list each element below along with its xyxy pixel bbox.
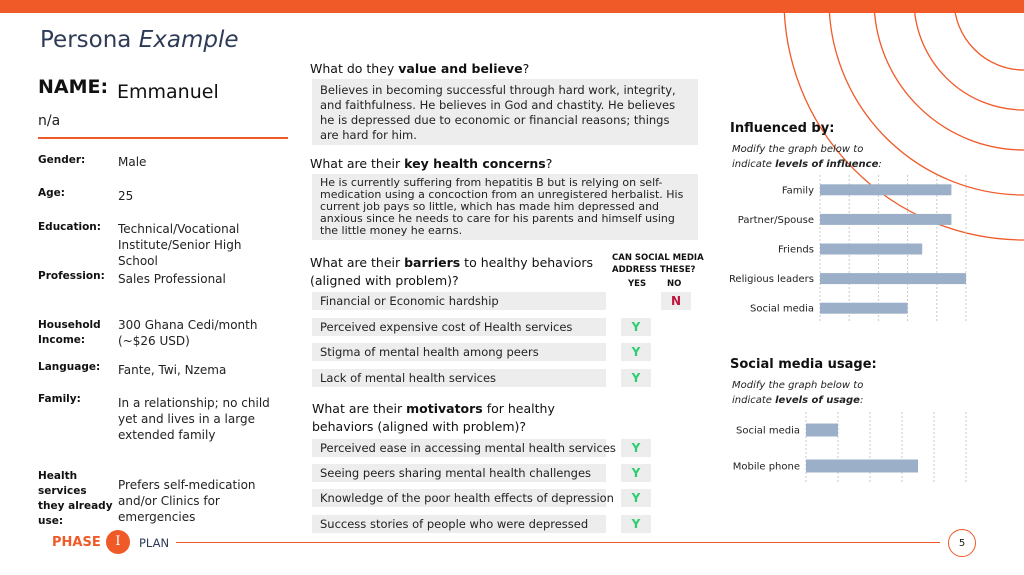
concerns-question-post: ? bbox=[545, 156, 553, 171]
usage-note-bold: levels of usage bbox=[775, 395, 860, 406]
page-number: 5 bbox=[948, 529, 976, 557]
influence-chart-svg bbox=[730, 175, 980, 325]
chart-bar bbox=[820, 303, 908, 314]
motivator-item: Knowledge of the poor health effects of depression bbox=[312, 489, 606, 507]
concerns-text: He is currently suffering from hepatitis B but is relying on self-medication using a concoction from an unregistered herbalist. His current job pays so little, which has made him depressed and anxious since he needs to care for his parents and himself using the little money he earns. bbox=[312, 174, 698, 240]
influence-chart bbox=[730, 175, 980, 329]
motivators-question-pre: What are their bbox=[312, 401, 407, 416]
income-value: 300 Ghana Cedi/month (~$26 USD) bbox=[118, 318, 258, 348]
family-label: Family: bbox=[38, 393, 81, 405]
barriers-question-post: to healthy behaviors (aligned with problem)? bbox=[310, 255, 594, 288]
values-question-pre: What do they bbox=[310, 61, 399, 76]
language-label: Language: bbox=[38, 361, 101, 373]
chart-category-label: Family bbox=[781, 185, 814, 197]
influence-note-pre: indicate bbox=[732, 159, 776, 170]
phase-numeral-badge: I bbox=[106, 530, 130, 554]
name-divider bbox=[38, 137, 288, 139]
usage-heading: Social media usage: bbox=[730, 357, 877, 372]
title-plain: Persona bbox=[40, 27, 139, 53]
gender-value: Male bbox=[118, 155, 147, 169]
motivator-item: Success stories of people who were depressed bbox=[312, 515, 606, 533]
motivator-answer-yes: Y bbox=[621, 439, 651, 457]
usage-note-post: : bbox=[859, 395, 864, 406]
motivator-answer-yes: Y bbox=[621, 489, 651, 507]
values-question bbox=[310, 60, 529, 78]
profession-label: Profession: bbox=[38, 270, 105, 282]
motivators-question bbox=[312, 400, 562, 436]
chart-bar bbox=[820, 214, 951, 225]
barrier-item: Lack of mental health services bbox=[312, 369, 606, 387]
age-label: Age: bbox=[38, 187, 65, 199]
phase-label: PHASE bbox=[52, 535, 101, 550]
usage-note bbox=[732, 378, 863, 408]
footer-divider bbox=[176, 542, 940, 543]
influence-note-line1: Modify the graph below to bbox=[732, 144, 864, 155]
name-value: Emmanuel bbox=[117, 81, 219, 103]
motivators-question-bold: motivators bbox=[406, 401, 483, 416]
motivator-answer-yes: Y bbox=[621, 515, 651, 533]
chart-category-label: Religious leaders bbox=[730, 274, 814, 286]
motivator-answer-yes: Y bbox=[621, 464, 651, 482]
influence-note-line2 bbox=[732, 157, 882, 172]
barriers-question-pre: What are their bbox=[310, 255, 405, 270]
family-value: In a relationship; no child yet and lives in a large extended family bbox=[118, 396, 270, 442]
barrier-item: Perceived expensive cost of Health services bbox=[312, 318, 606, 336]
sm-header-line2: ADDRESS THESE? bbox=[612, 265, 696, 275]
health-services-value: Prefers self-medication and/or Clinics for emergencies bbox=[118, 478, 256, 524]
barrier-item: Stigma of mental health among peers bbox=[312, 343, 606, 361]
name-subtitle: n/a bbox=[38, 113, 61, 129]
chart-bar bbox=[820, 273, 966, 284]
barrier-answer-yes: Y bbox=[621, 343, 651, 361]
chart-category-label: Friends bbox=[778, 244, 814, 256]
chart-category-label: Mobile phone bbox=[732, 461, 800, 473]
chart-bar bbox=[820, 244, 922, 255]
page-title bbox=[40, 27, 239, 53]
age-value: 25 bbox=[118, 189, 134, 203]
influence-note-bold: levels of influence bbox=[775, 159, 879, 170]
plan-label: PLAN bbox=[139, 536, 170, 550]
motivator-item: Perceived ease in accessing mental health services bbox=[312, 439, 606, 457]
usage-chart bbox=[730, 412, 980, 516]
gender-label: Gender: bbox=[38, 154, 86, 166]
usage-note-line1: Modify the graph below to bbox=[732, 380, 864, 391]
barrier-item: Financial or Economic hardship bbox=[312, 292, 606, 310]
usage-chart-svg bbox=[730, 412, 980, 512]
concerns-question-bold: key health concerns bbox=[404, 156, 546, 171]
values-question-post: ? bbox=[522, 61, 530, 76]
motivator-item: Seeing peers sharing mental health challenges bbox=[312, 464, 606, 482]
barriers-question bbox=[310, 254, 600, 290]
values-question-bold: value and believe bbox=[398, 61, 523, 76]
no-column-header: NO bbox=[667, 279, 682, 289]
chart-bar bbox=[806, 424, 838, 437]
profession-value: Sales Professional bbox=[118, 272, 226, 286]
influence-note bbox=[732, 142, 882, 172]
barriers-question-bold: barriers bbox=[404, 255, 461, 270]
motivators-question-post: for healthy behaviors (aligned with problem)? bbox=[312, 401, 555, 434]
social-media-address-header bbox=[612, 252, 704, 276]
usage-note-line2 bbox=[732, 393, 863, 408]
chart-category-label: Partner/Spouse bbox=[737, 214, 814, 226]
influence-heading: Influenced by: bbox=[730, 121, 835, 136]
education-label: Education: bbox=[38, 221, 101, 233]
usage-note-pre: indicate bbox=[732, 395, 776, 406]
income-label: Household Income: bbox=[38, 319, 101, 346]
influence-note-post: : bbox=[878, 159, 882, 170]
yes-column-header: YES bbox=[628, 279, 647, 289]
chart-bar bbox=[820, 184, 951, 195]
education-value: Technical/Vocational Institute/Senior High School bbox=[118, 222, 242, 268]
title-italic: Example bbox=[138, 27, 239, 53]
concerns-question bbox=[310, 155, 552, 173]
health-services-label: Health services they already use: bbox=[38, 470, 113, 527]
chart-category-label: Social media bbox=[736, 425, 800, 437]
values-text: Believes in becoming successful through hard work, integrity, and faithfulness. He believes in God and chastity. He believes he is depressed due to economic or financial reasons; things are hard for him. bbox=[312, 79, 698, 145]
concerns-question-pre: What are their bbox=[310, 156, 405, 171]
sm-header-line1: CAN SOCIAL MEDIA bbox=[612, 253, 704, 263]
chart-category-label: Social media bbox=[750, 303, 814, 315]
name-label: NAME: bbox=[38, 76, 109, 98]
chart-bar bbox=[806, 460, 918, 473]
barrier-answer-no: N bbox=[661, 292, 691, 310]
language-value: Fante, Twi, Nzema bbox=[118, 363, 227, 377]
barrier-answer-yes: Y bbox=[621, 369, 651, 387]
barrier-answer-yes: Y bbox=[621, 318, 651, 336]
